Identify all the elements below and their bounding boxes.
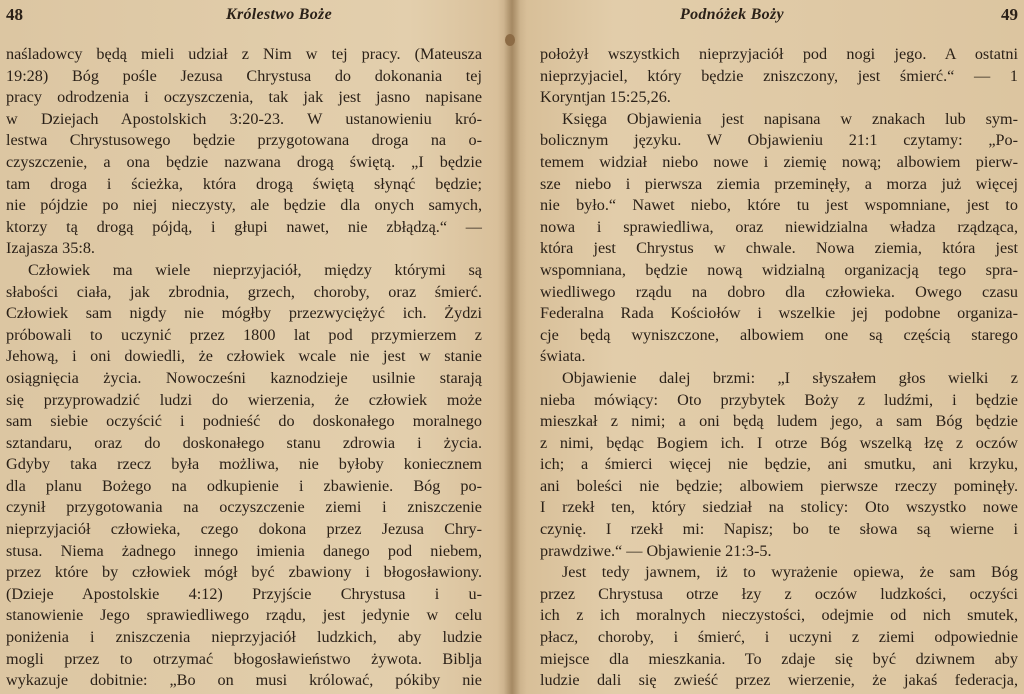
- text-line: stanowienie Jego sprawiedliwego rządu, jest jedynie w celu: [6, 606, 482, 625]
- text-line: nowa i sprawiedliwa, oraz niewidzialna władza rządząca,: [540, 217, 1018, 236]
- text-line: wspomniana, będzie nową widzialną organizacją tego spra-: [540, 260, 1018, 279]
- text-line: z nimi, będąc Bogiem ich. I otrze Bóg wszelką łzę z oczów: [540, 433, 1018, 452]
- binding-mark: [505, 34, 515, 46]
- text-line: sze niebo i pierwsza ziemia przeminęły, a morza już więcej: [540, 174, 1018, 193]
- text-line: ich; a śmierci więcej nie będzie, ani smutku, ani krzyku,: [540, 455, 1018, 474]
- text-line: Koryntjan 15:25,26.: [540, 88, 671, 107]
- text-line: Federalna Rada Kościołów i wszelkie jej podobne organiza-: [540, 304, 1018, 323]
- running-head: Podnóżek Boży: [680, 6, 784, 23]
- text-line: naśladowcy będą mieli udział z Nim w tej pracy. (Mateusza: [6, 45, 482, 63]
- right-page-text: [540, 44, 1018, 692]
- text-line: 19:28) Bóg pośle Jezusa Chrystusa do dokonania tej: [6, 66, 482, 85]
- text-line: się przyprowadzić ludzi do wierzenia, że człowiek może: [6, 390, 482, 409]
- text-line: sztandaru, oraz do doskonałego stanu zdrowia i życia.: [6, 433, 482, 452]
- text-line: słabości ciała, jak zbrodnia, grzech, choroby, oraz śmierć.: [6, 282, 482, 301]
- right-page: [512, 0, 1024, 694]
- text-line: prawdziwe.“ — Objawienie 21:3-5.: [540, 541, 772, 560]
- text-line: pracy odrodzenia i oczyszczenia, tak jak jest jasno napisane: [6, 88, 482, 107]
- text-line: miejsce dla mieszkania. To zdaje się być dziwnem aby: [540, 649, 1018, 668]
- text-line: Gdyby taka rzecz była możliwa, nie byłoby koniecznem: [6, 455, 482, 474]
- text-line: Księga Objawienia jest napisana w znakach lub sym-: [562, 109, 1018, 128]
- text-line: płacz, choroby, i śmierć, i uczyni z ziemi odpowiednie: [540, 628, 1018, 647]
- text-line: I rzekł ten, który siedział na stolicy: Oto wszystko nowe: [540, 498, 1018, 517]
- text-line: nie było.“ Nawet niebo, które tu jest wspomniane, jest to: [540, 196, 1018, 215]
- text-line: czynił przygotowania na oczyszczenie ziemi i zniszczenie: [6, 498, 482, 517]
- text-line: Jest tedy jawnem, iż to wyrażenie opiewa, że sam Bóg: [562, 563, 1018, 582]
- text-line: Izajasza 35:8.: [6, 239, 95, 258]
- text-line: Objawienie dalej brzmi: „I słyszałem głos wielki z: [562, 368, 1018, 387]
- text-line: próbowali to uczynić przez 1800 lat pod przymierzem z: [6, 325, 482, 344]
- text-line: poniżenia i zniszczenia nieprzyjaciół ludzkich, aby ludzie: [6, 628, 482, 647]
- text-line: wykazuje dobitnie: „Bo on musi królować, pókiby nie: [6, 671, 482, 690]
- text-line: która jest Chrystus w chwale. Nowa ziemia, która jest: [540, 239, 1018, 258]
- text-line: temem widział niebo nowe i ziemię nową; albowiem pierw-: [540, 152, 1018, 171]
- text-line: przez które by człowiek mógł być zbawiony i błogosławiony.: [6, 563, 482, 582]
- text-line: w Dziejach Apostolskich 3:20-23. W ustanowieniu kró-: [6, 109, 482, 128]
- text-line: czynię. I rzekł mi: Napisz; bo te słowa są wierne i: [540, 520, 1018, 539]
- text-line: ktorzy tą drogą pójdą, i głupi nawet, nie zbłądzą.“ —: [6, 217, 482, 236]
- text-line: tam droga i ścieżka, która drogą świętą słynąć będzie;: [6, 174, 482, 193]
- page-number: 48: [6, 5, 23, 24]
- text-line: ani boleści nie będzie; albowiem pierwsze rzeczy pominęły.: [540, 476, 1018, 495]
- text-line: sam siebie oczyścić i podnieść do doskonałego moralnego: [6, 412, 482, 431]
- text-line: nieba mówiący: Oto przybytek Boży z ludźmi, i będzie: [540, 390, 1018, 409]
- text-line: dla planu Bożego na odkupienie i zbawienie. Bóg po-: [6, 476, 482, 495]
- text-line: cje będą wyniszczone, albowiem one są częścią starego: [540, 325, 1018, 344]
- text-line: nie pójdzie po niej nieczysty, ale będzie dla onych samych,: [6, 196, 482, 215]
- page-number: 49: [1001, 5, 1018, 24]
- left-page-header: [6, 0, 482, 30]
- text-line: mieszkał z nimi; a oni będą ludem jego, a sam Bóg będzie: [540, 412, 1018, 431]
- text-line: świata.: [540, 347, 586, 366]
- text-line: stusa. Niema żadnego innego imienia danego pod niebem,: [6, 541, 482, 560]
- text-line: lestwa Chrystusowego będzie przygotowana droga na o-: [6, 131, 482, 150]
- left-page-text: [6, 44, 482, 692]
- text-line: osiągnięcia życia. Nowocześni kaznodzieje usilnie starają: [6, 368, 482, 387]
- text-line: ludzie dali się zwieść przez wierzenie, że jakaś federacja,: [540, 671, 1018, 690]
- text-line: Człowiek sam nigdy nie mógłby przezwyciężyć ich. Żydzi: [6, 304, 482, 323]
- text-line: nieprzyjaciel, który będzie zniszczony, jest śmierć.“ — 1: [540, 66, 1018, 85]
- right-page-header: [540, 0, 1018, 30]
- text-line: mogli przez to otrzymać błogosławieństwo żywota. Biblja: [6, 649, 482, 668]
- text-line: bolicznym języku. W Objawieniu 21:1 czytamy: „Po-: [540, 131, 1018, 150]
- text-line: czyszczenie, a ona będzie nazwana drogą świętą. „I będzie: [6, 152, 482, 171]
- text-line: nieprzyjaciół człowieka, czego dokona przez Jezusa Chry-: [6, 520, 482, 539]
- running-head: Królestwo Boże: [226, 6, 332, 23]
- text-line: położył wszystkich nieprzyjaciół pod nogi jego. A ostatni: [540, 45, 1018, 63]
- text-line: przez Chrystusa otrze łzy z oczów ludzkości, oczyści: [540, 584, 1018, 603]
- text-line: Człowiek ma wiele nieprzyjaciół, między którymi są: [28, 260, 482, 279]
- text-line: Jehową, i oni dowiedli, że człowiek wcale nie jest w stanie: [6, 347, 482, 366]
- text-line: (Dzieje Apostolskie 4:12) Przyjście Chrystusa i u-: [6, 584, 482, 603]
- text-line: wiedliwego rządu na dobro dla człowieka. Owego czasu: [540, 282, 1018, 301]
- text-line: ich z ich moralnych nieczystości, odejmie od nich smutek,: [540, 606, 1018, 625]
